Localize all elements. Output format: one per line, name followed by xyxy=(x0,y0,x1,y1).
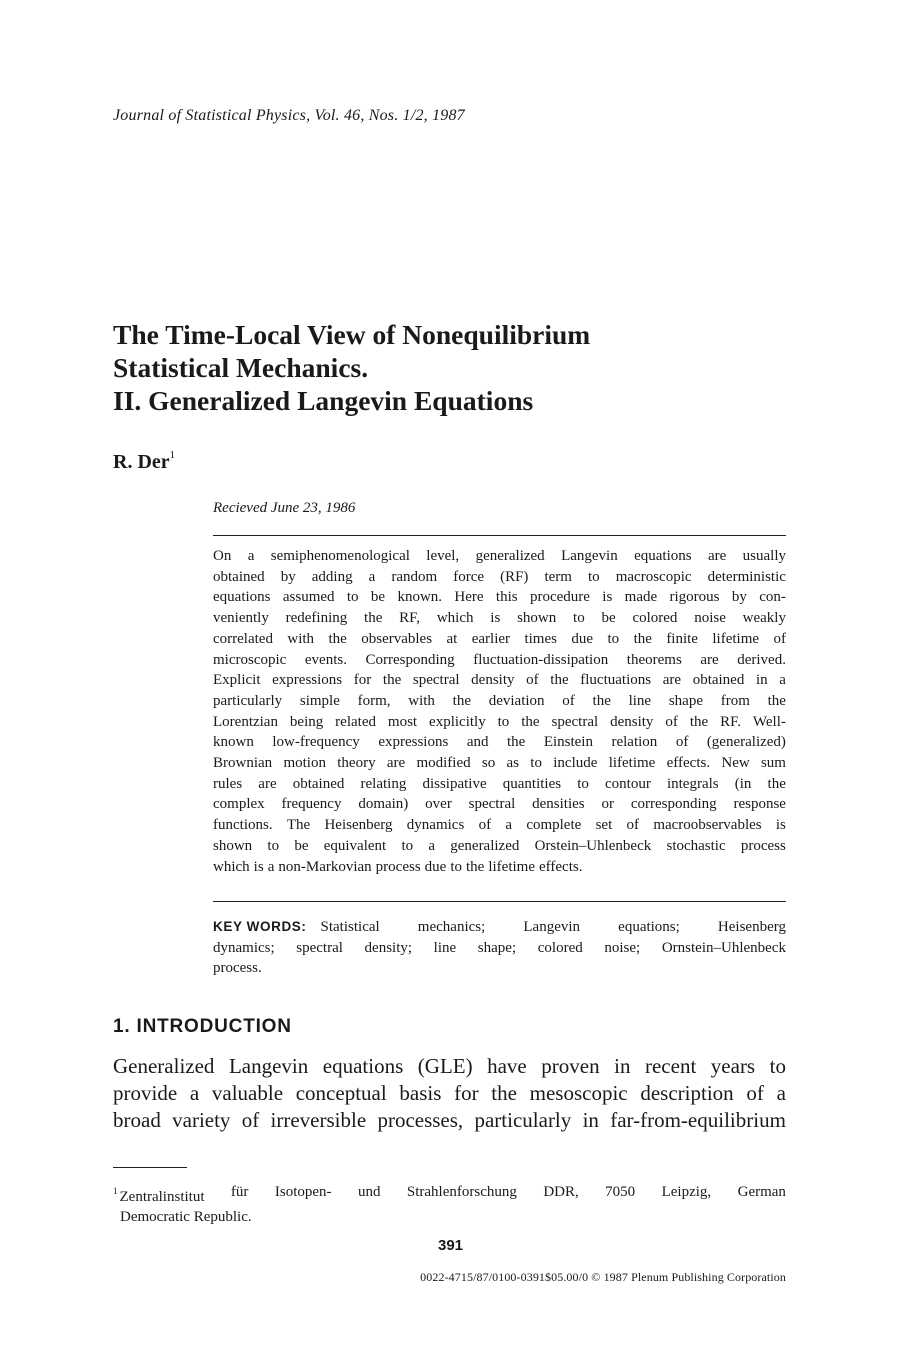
abstract-line xyxy=(213,836,786,857)
word: shown xyxy=(517,610,557,627)
word: set xyxy=(595,817,613,834)
word: term xyxy=(544,568,572,585)
word: to xyxy=(530,755,542,772)
word: macroscopic xyxy=(615,568,692,585)
word: is xyxy=(602,589,613,606)
abstract-line xyxy=(213,774,786,795)
word: of xyxy=(526,672,539,689)
abstract-line xyxy=(213,546,786,567)
word: Generalized xyxy=(113,1054,215,1078)
word: a xyxy=(505,817,513,834)
word: are xyxy=(386,755,406,772)
word: times xyxy=(524,630,557,647)
word: DDR, xyxy=(543,1184,579,1200)
word: from xyxy=(720,692,750,709)
word: Langevin xyxy=(523,919,581,935)
word: relation xyxy=(611,734,658,751)
word: theory xyxy=(337,755,376,772)
word: random xyxy=(391,568,438,585)
footnote xyxy=(113,1182,786,1227)
word: für xyxy=(230,1184,249,1200)
word: response xyxy=(733,796,786,813)
word: 7050 xyxy=(605,1184,636,1200)
word: generalized xyxy=(450,837,520,854)
word: stochastic xyxy=(666,837,726,854)
word: New xyxy=(721,755,750,772)
word: equations xyxy=(213,589,271,606)
word: effects. xyxy=(666,755,711,772)
word: (in xyxy=(734,775,752,792)
word: explicitly xyxy=(429,713,486,730)
word: of xyxy=(562,692,575,709)
word: valuable xyxy=(211,1081,284,1105)
word: density; xyxy=(364,939,413,956)
word: most xyxy=(387,713,418,730)
word: mesoscopic xyxy=(529,1081,628,1105)
abstract-line xyxy=(213,857,786,878)
word: shape xyxy=(668,692,703,709)
word: densities xyxy=(532,796,585,813)
word: at xyxy=(446,630,458,647)
word: spectral xyxy=(412,672,460,689)
word: complete xyxy=(526,817,582,834)
word: include xyxy=(553,755,598,772)
footnote-line xyxy=(113,1182,786,1207)
word: of xyxy=(675,734,689,751)
abstract-line xyxy=(213,794,786,815)
word: procedure xyxy=(529,589,590,606)
word: mechanics; xyxy=(417,919,486,935)
journal-citation: Journal of Statistical Physics, Vol. 46, Nos. 1/2, 1987 xyxy=(113,107,465,124)
author-name: R. Der xyxy=(113,451,170,473)
word: $^1$ Zentralinstitut xyxy=(113,1186,205,1205)
word: due xyxy=(424,858,447,875)
word: events. xyxy=(304,651,347,668)
word: are xyxy=(258,775,277,792)
word: years xyxy=(710,1054,756,1078)
word: process xyxy=(740,837,786,854)
word: theorems xyxy=(626,651,682,668)
title-line: Statistical Mechanics. xyxy=(113,352,369,383)
word: proven xyxy=(541,1054,600,1078)
word: lifetime xyxy=(608,755,656,772)
word: of xyxy=(746,1081,764,1105)
word: so xyxy=(481,755,496,772)
abstract-line xyxy=(213,608,786,629)
word: in xyxy=(582,1108,599,1132)
abstract-line xyxy=(213,712,786,733)
abstract-top-rule xyxy=(213,535,786,536)
abstract-line xyxy=(213,629,786,650)
word: particularly xyxy=(213,692,283,709)
word: dynamics; xyxy=(213,939,275,956)
abstract-line xyxy=(213,691,786,712)
word: generalized xyxy=(475,548,545,564)
word: motion xyxy=(283,755,326,772)
word: shown xyxy=(213,837,253,854)
word: to xyxy=(577,775,589,792)
word: Orstein–Uhlenbeck xyxy=(534,837,652,854)
word: line xyxy=(433,939,457,956)
word: On xyxy=(213,548,232,564)
word: the xyxy=(364,610,383,627)
word: the xyxy=(689,713,709,730)
word: spectral xyxy=(551,713,599,730)
word: which xyxy=(436,610,474,627)
received-date: Recieved June 23, 1986 xyxy=(213,500,356,516)
word: of xyxy=(626,817,640,834)
abstract-line xyxy=(213,567,786,588)
word: far-from-equilibrium xyxy=(610,1108,786,1132)
word: for xyxy=(454,1081,479,1105)
key-words-text xyxy=(321,917,786,938)
abstract-line xyxy=(213,815,786,836)
author xyxy=(113,451,175,474)
word: provide xyxy=(113,1081,178,1105)
introduction-text xyxy=(113,1053,786,1134)
word: the xyxy=(633,630,652,647)
word: related xyxy=(335,713,376,730)
word: to xyxy=(401,837,414,854)
word: Heisenberg xyxy=(324,817,393,834)
word: colored xyxy=(632,610,678,627)
word: description xyxy=(640,1081,734,1105)
word: is xyxy=(490,610,501,627)
word: the xyxy=(452,692,471,709)
word: the xyxy=(521,713,540,730)
word: Langevin xyxy=(561,548,618,564)
word: known xyxy=(213,734,254,751)
abstract-line xyxy=(213,732,786,753)
word: a xyxy=(776,1081,786,1105)
word: conceptual xyxy=(295,1081,387,1105)
word: non-Markovian xyxy=(278,858,372,875)
key-words-line xyxy=(213,958,786,979)
word: to xyxy=(450,858,463,875)
word: in xyxy=(755,672,768,689)
word: irreversible xyxy=(270,1108,367,1132)
word: adding xyxy=(311,568,353,585)
word: are xyxy=(700,651,719,668)
word: to xyxy=(346,589,359,606)
word: to xyxy=(497,713,510,730)
word: finite xyxy=(666,630,698,647)
word: macroobservables xyxy=(653,817,762,834)
key-words xyxy=(213,917,786,979)
word: due xyxy=(571,630,594,647)
word: dynamics xyxy=(406,817,465,834)
word: redefining xyxy=(285,610,348,627)
word: force xyxy=(453,568,485,585)
word: RF, xyxy=(399,610,421,627)
word: as xyxy=(506,755,520,772)
word: rules xyxy=(213,775,243,792)
word: of xyxy=(665,713,678,730)
word: broad xyxy=(113,1108,161,1132)
word: frequency xyxy=(281,796,342,813)
word: is xyxy=(775,817,786,834)
word: equations xyxy=(634,548,692,564)
word: this xyxy=(495,589,518,606)
word: by xyxy=(280,568,296,585)
word: equations; xyxy=(618,919,680,935)
word: a xyxy=(267,858,275,875)
word: the xyxy=(506,734,526,751)
word: simple xyxy=(299,692,340,709)
word: of xyxy=(478,817,492,834)
word: usually xyxy=(742,548,786,564)
word: the xyxy=(328,630,347,647)
word: The xyxy=(286,817,311,834)
word: complex xyxy=(213,796,265,813)
paper-title xyxy=(113,318,813,417)
key-words-line xyxy=(213,917,786,938)
word: veniently xyxy=(213,610,269,627)
word: the xyxy=(767,692,786,709)
key-words-line xyxy=(213,938,786,959)
page-number: 391 xyxy=(437,1237,464,1254)
copyright-line: 0022-4715/87/0100-0391$05.00/0 © 1987 Plenum Publishing Corporation xyxy=(420,1270,786,1284)
word: (generalized) xyxy=(706,734,786,751)
word: in xyxy=(614,1054,631,1078)
word: Ornstein–Uhlenbeck xyxy=(661,939,786,956)
word: derived. xyxy=(737,651,786,668)
word: with xyxy=(408,692,435,709)
word: (GLE) xyxy=(417,1054,473,1078)
word: Heisenberg xyxy=(717,919,786,935)
title-line: The Time-Local View of Nonequilibrium xyxy=(113,319,591,350)
word: Brownian xyxy=(213,755,273,772)
word: contour xyxy=(605,775,651,792)
word: Here xyxy=(454,589,484,606)
word: processes, xyxy=(377,1108,464,1132)
word: density xyxy=(610,713,654,730)
word: noise; xyxy=(604,939,641,956)
word: lifetime xyxy=(712,630,760,647)
word: functions. xyxy=(213,817,273,834)
word: being xyxy=(289,713,324,730)
word: observables xyxy=(361,630,433,647)
word: to xyxy=(573,610,585,627)
word: fluctuations xyxy=(580,672,652,689)
word: be xyxy=(601,610,616,627)
word: the xyxy=(382,672,402,689)
word: obtained xyxy=(292,775,345,792)
title-line: II. Generalized Langevin Equations xyxy=(113,385,534,416)
word: for xyxy=(353,672,372,689)
word: corresponding xyxy=(630,796,717,813)
word: particularly xyxy=(474,1108,572,1132)
abstract-line xyxy=(213,753,786,774)
word: to xyxy=(769,1054,786,1078)
word: German xyxy=(737,1184,786,1200)
word: level, xyxy=(426,548,460,564)
word: modified xyxy=(416,755,471,772)
abstract-line xyxy=(213,650,786,671)
word: fluctuation-dissipation xyxy=(473,651,609,668)
word: Leipzig, xyxy=(661,1184,712,1200)
word: RF. xyxy=(720,713,741,730)
word: integrals xyxy=(666,775,719,792)
word: weakly xyxy=(742,610,786,627)
word: is xyxy=(253,858,264,875)
abstract-line xyxy=(213,670,786,691)
word: which xyxy=(213,858,250,875)
abstract-line xyxy=(213,587,786,608)
word: with xyxy=(287,630,315,647)
word: a xyxy=(779,672,786,689)
word: lifetime xyxy=(488,858,535,875)
word: sum xyxy=(760,755,786,772)
word: or xyxy=(601,796,614,813)
word: to xyxy=(607,630,620,647)
word: expressions xyxy=(272,672,343,689)
word: a xyxy=(428,837,436,854)
word: effects. xyxy=(539,858,583,875)
word: to xyxy=(267,837,280,854)
intro-line xyxy=(113,1107,786,1134)
word: by xyxy=(731,589,747,606)
word: rigorous xyxy=(669,589,720,606)
word: of xyxy=(773,630,786,647)
word: dissipative xyxy=(422,775,487,792)
word: a xyxy=(189,1081,200,1105)
word: Isotopen- xyxy=(274,1184,332,1200)
word: variety xyxy=(172,1108,231,1132)
word: are xyxy=(707,548,727,564)
word: obtained xyxy=(692,672,745,689)
word: equivalent xyxy=(323,837,387,854)
word: (RF) xyxy=(500,568,529,585)
footnote-rule xyxy=(113,1167,187,1168)
affiliation-mark: 1 xyxy=(169,449,176,462)
word: low-frequency xyxy=(272,734,360,751)
word: basis xyxy=(399,1081,442,1105)
word: expressions xyxy=(378,734,449,751)
word: a xyxy=(247,548,255,564)
word: line xyxy=(628,692,652,709)
word: recent xyxy=(644,1054,697,1078)
key-words-text: process. xyxy=(213,960,262,977)
word: correlated xyxy=(213,630,273,647)
word: over xyxy=(425,796,452,813)
word: a xyxy=(368,568,376,585)
word: Explicit xyxy=(213,672,261,689)
word: of xyxy=(241,1108,260,1132)
word: shape; xyxy=(477,939,517,956)
word: Strahlenforschung xyxy=(406,1184,517,1200)
footnote-mark: 1 xyxy=(113,1186,118,1196)
word: the xyxy=(592,692,611,709)
word: obtained xyxy=(213,568,265,585)
section-heading: 1. INTRODUCTION xyxy=(113,1016,292,1037)
word: semiphenomenological xyxy=(270,548,410,564)
word: deviation xyxy=(488,692,545,709)
abstract xyxy=(213,546,786,877)
intro-line xyxy=(113,1053,786,1080)
word: to xyxy=(588,568,600,585)
word: assumed xyxy=(282,589,335,606)
word: and xyxy=(466,734,489,751)
key-words-label: KEY WORDS: xyxy=(213,919,307,934)
word: earlier xyxy=(471,630,511,647)
word: relating xyxy=(360,775,407,792)
word: equations xyxy=(322,1054,404,1078)
word: spectral xyxy=(296,939,343,956)
word: Lorentzian xyxy=(213,713,278,730)
word: made xyxy=(624,589,658,606)
word: Langevin xyxy=(228,1054,309,1078)
word: Well- xyxy=(752,713,786,730)
word: domain) xyxy=(358,796,409,813)
abstract-bottom-rule xyxy=(213,901,786,902)
word: Statistical xyxy=(320,919,380,935)
word: density xyxy=(471,672,515,689)
word: be xyxy=(294,837,309,854)
word: process xyxy=(375,858,421,875)
word: noise xyxy=(694,610,726,627)
intro-line xyxy=(113,1080,786,1107)
word: are xyxy=(662,672,682,689)
word: the xyxy=(767,775,786,792)
word: the xyxy=(491,1081,517,1105)
word: con- xyxy=(759,589,786,606)
word: Corresponding xyxy=(365,651,455,668)
word: deterministic xyxy=(707,568,786,585)
word: spectral xyxy=(468,796,516,813)
word: have xyxy=(487,1054,527,1078)
word: the xyxy=(466,858,485,875)
word: und xyxy=(357,1184,381,1200)
word: colored xyxy=(537,939,583,956)
word: microscopic xyxy=(213,651,287,668)
word: quantities xyxy=(502,775,562,792)
word: form, xyxy=(357,692,391,709)
word: Einstein xyxy=(543,734,593,751)
word: the xyxy=(550,672,569,689)
word: be xyxy=(370,589,386,606)
word: known. xyxy=(397,589,443,606)
footnote-line: Democratic Republic. xyxy=(120,1209,252,1225)
